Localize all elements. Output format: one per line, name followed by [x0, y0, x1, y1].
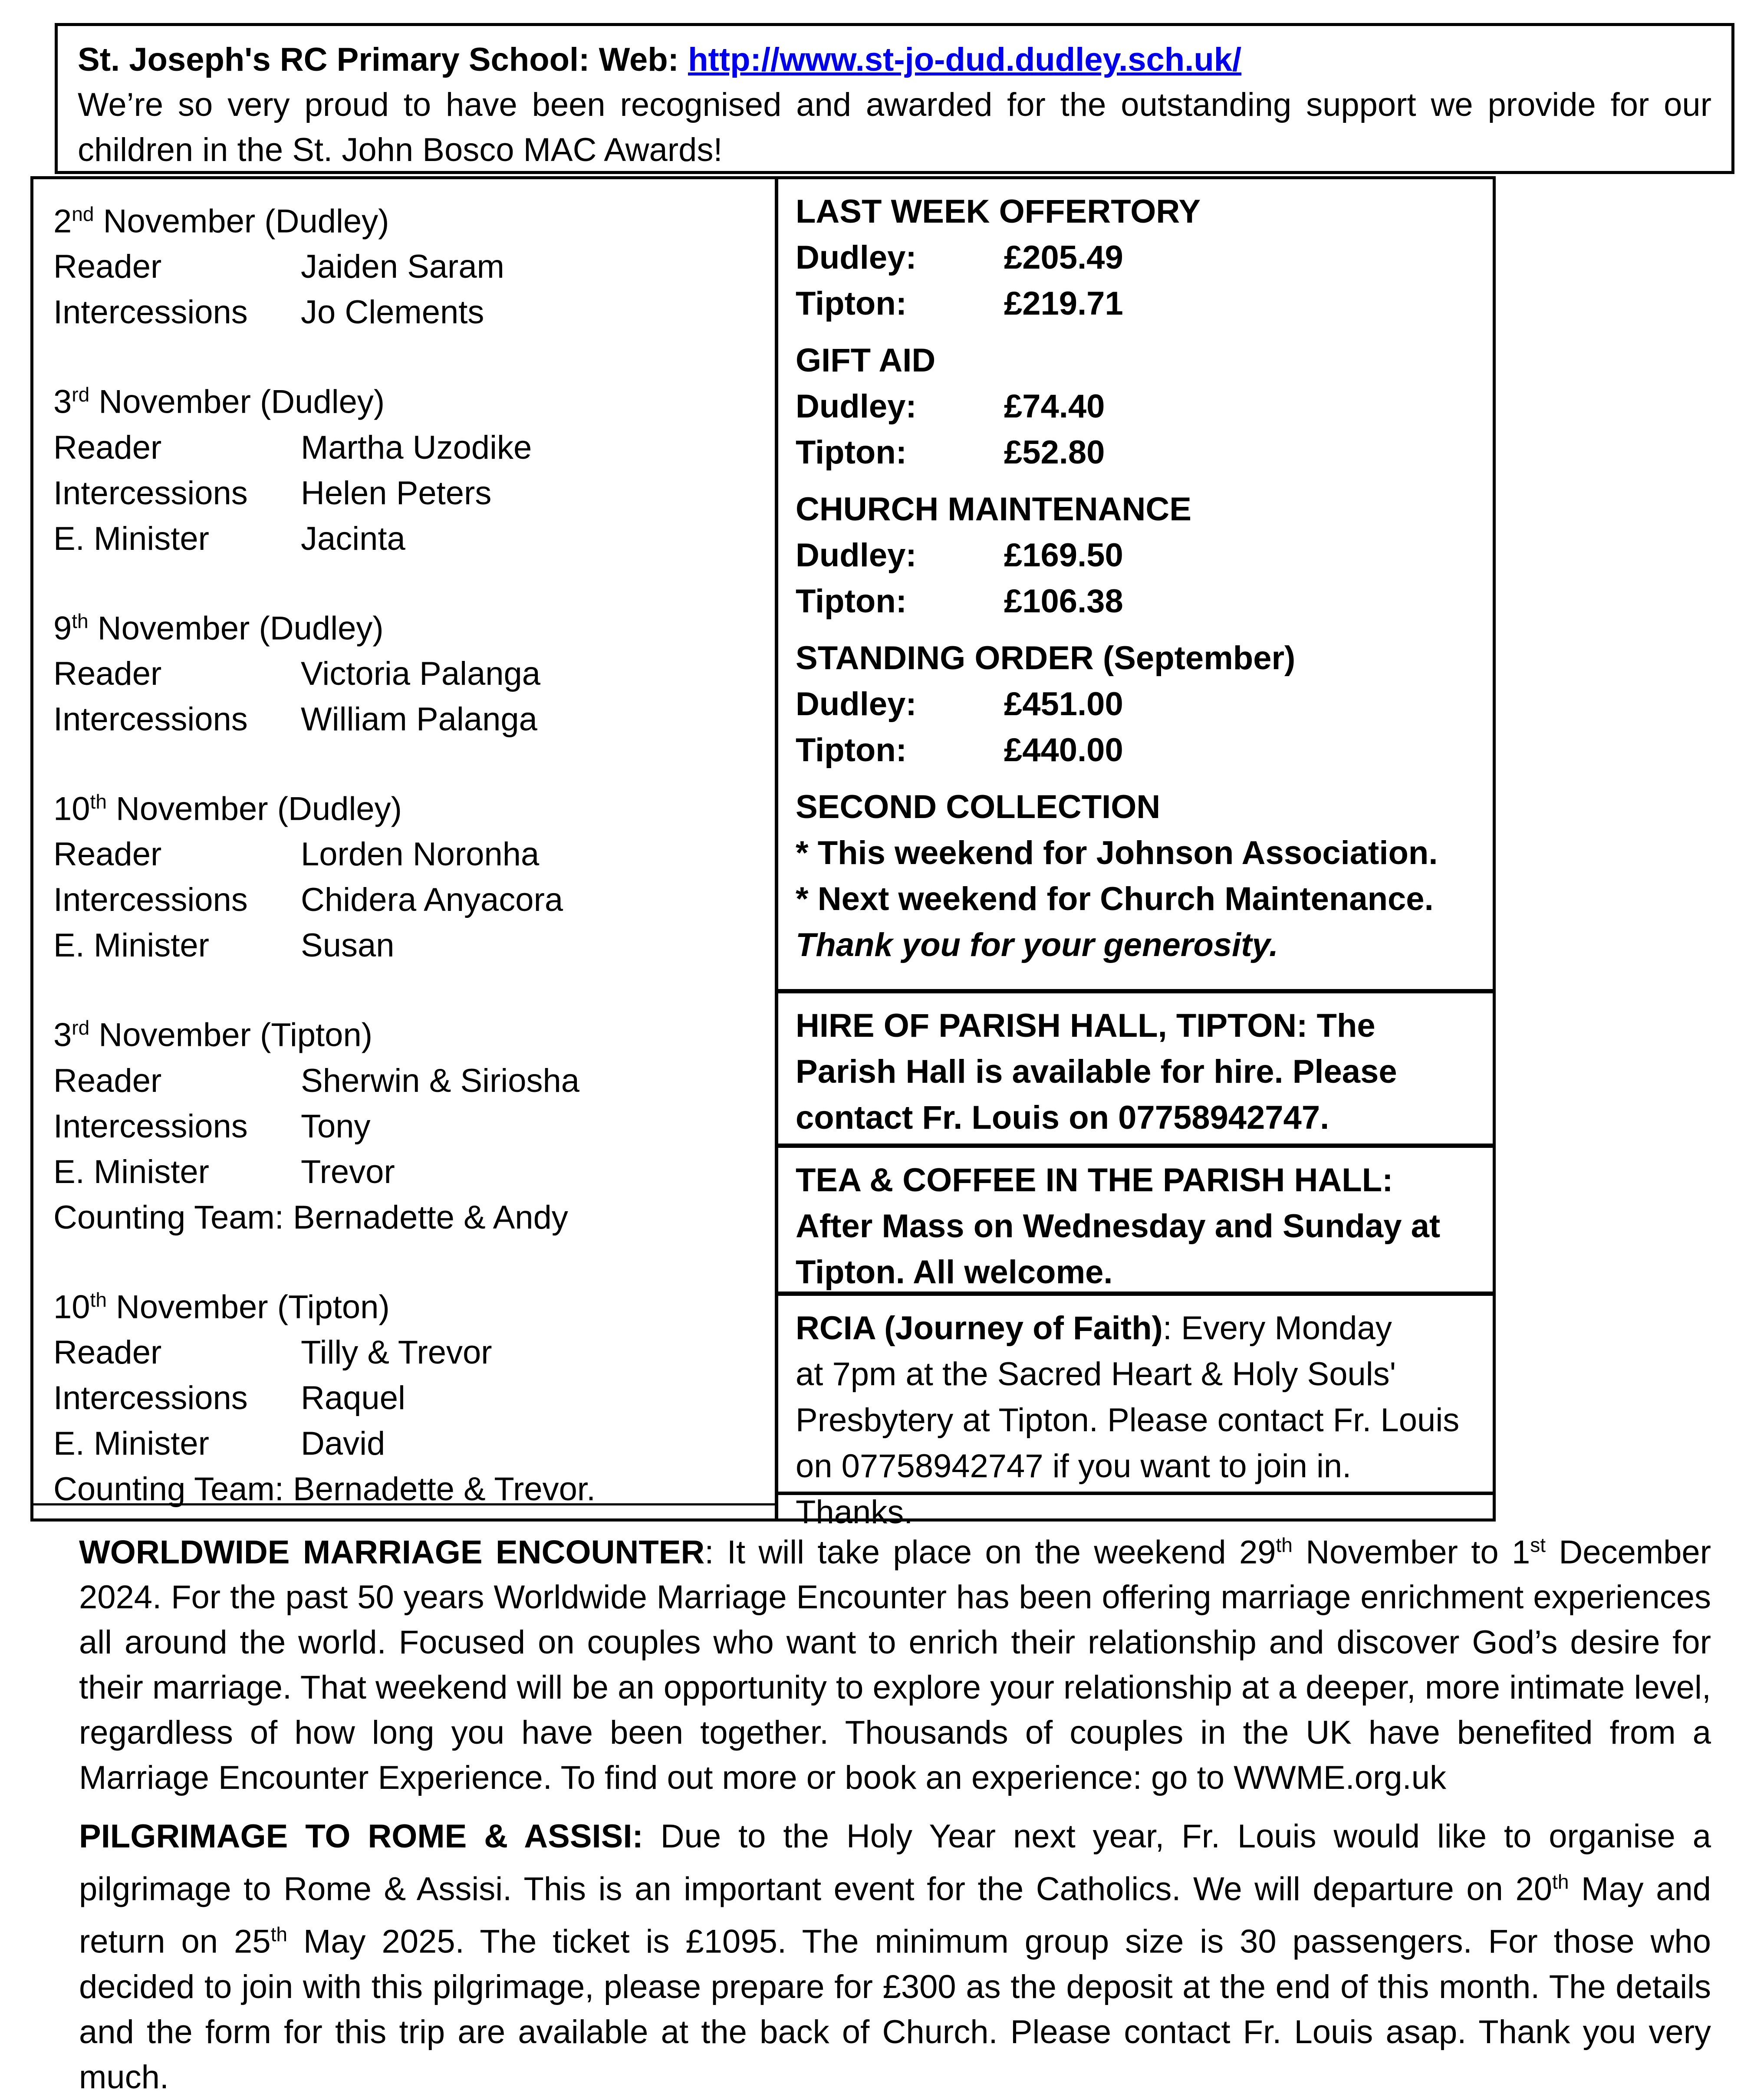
rota-role: Intercessions: [53, 1108, 248, 1145]
rota-group: [53, 779, 755, 968]
rota-row: [53, 877, 755, 923]
rota-person: Martha Uzodike: [301, 429, 532, 466]
tipton-amount: £440.00: [1004, 732, 1123, 769]
tipton-label: Tipton:: [796, 434, 907, 471]
rota-row: [53, 1149, 755, 1195]
dudley-label: Dudley:: [796, 239, 917, 276]
rota-role: Intercessions: [53, 1379, 248, 1416]
parish-hall-hire: [775, 990, 1496, 1147]
ministry-rota: [30, 176, 778, 1522]
dudley-amount: £451.00: [1004, 686, 1123, 723]
rota-row: [53, 1058, 755, 1104]
rota-group: [53, 1277, 755, 1512]
tipton-amount: £52.80: [1004, 434, 1105, 471]
box-divider: [775, 1493, 1496, 1522]
rota-list: [53, 191, 755, 1512]
rota-role: E. Minister: [53, 520, 209, 557]
school-description: We’re so very proud to have been recognised and awarded for the outstanding support we provide for our children in the St. John Bosco MAC Awards!: [78, 86, 1711, 168]
pilgrimage-text: Due to the Holy Year next year, Fr. Louis would like to organise a pilgrimage to Rome & Assisi. This is an important event for the Catholics. We will departure on 20: [79, 1818, 1711, 1908]
rota-row: [53, 244, 755, 289]
ordinal-suffix: st: [1530, 1534, 1546, 1556]
rcia-title: RCIA (Journey of Faith): [796, 1310, 1163, 1347]
pilgrimage-text: May and return on 25: [79, 1870, 1711, 1960]
tipton-label: Tipton:: [796, 583, 907, 620]
rota-role: Intercessions: [53, 474, 248, 512]
rota-row: [53, 1375, 755, 1421]
hall-line: HIRE OF PARISH HALL, TIPTON: The: [796, 1007, 1375, 1044]
tipton-label: Tipton:: [796, 285, 907, 322]
rota-person: David: [301, 1425, 385, 1462]
rota-date-heading: [53, 1005, 755, 1058]
rota-date-heading: [53, 1277, 755, 1330]
last-week-offertory: [796, 189, 1475, 327]
tea-line: Tipton. All welcome.: [796, 1254, 1113, 1291]
dudley-amount: £205.49: [1004, 239, 1123, 276]
hall-line: contact Fr. Louis on 07758942747.: [796, 1099, 1329, 1136]
rota-person: Tilly & Trevor: [301, 1334, 492, 1371]
rota-role: E. Minister: [53, 927, 209, 964]
school-website-link[interactable]: http://www.st-jo-dud.dudley.sch.uk/: [688, 41, 1242, 78]
marriage-title: WORLDWIDE MARRIAGE ENCOUNTER: [79, 1534, 705, 1571]
rota-date-heading: [53, 779, 755, 831]
dudley-label: Dudley:: [796, 686, 917, 723]
counting-team: Counting Team: Bernadette & Andy: [53, 1199, 568, 1236]
rota-row: [53, 425, 755, 470]
dudley-amount: £169.50: [1004, 537, 1123, 574]
school-notice: [55, 23, 1734, 174]
marriage-text: : It will take place on the weekend 29: [704, 1534, 1276, 1571]
ordinal-suffix: nd: [72, 203, 94, 225]
rota-group: [53, 372, 755, 561]
rota-date-text: November (Dudley): [88, 609, 384, 647]
gift-aid: [796, 338, 1475, 476]
rota-date-text: November (Dudley): [94, 203, 389, 240]
rota-role: Reader: [53, 655, 162, 692]
rota-role: Intercessions: [53, 294, 248, 331]
rota-role: Reader: [53, 1062, 162, 1099]
thanks-note: Thank you for your generosity.: [796, 927, 1279, 963]
rota-row: [53, 651, 755, 697]
rota-role: E. Minister: [53, 1153, 209, 1190]
offertory-box: [775, 176, 1496, 992]
rota-day: 10: [53, 790, 90, 828]
pilgrimage-text: May 2025. The ticket is £1095. The minimum group size is 30 passengers. For those who decided to join with this pilgrimage, please prepare for £300 as the deposit at the end of this month. The details and the form for this trip are available at the back of Church. Please contact Fr. Louis asap. Thank you very much.: [79, 1923, 1711, 2096]
rota-person: Susan: [301, 927, 395, 964]
section-title: STANDING ORDER (September): [796, 640, 1296, 677]
tea-coffee-notice: [775, 1145, 1496, 1295]
rota-date-heading: [53, 598, 755, 651]
dudley-amount: £74.40: [1004, 388, 1105, 425]
rota-role: E. Minister: [53, 1425, 209, 1462]
rota-day: 3: [53, 1016, 72, 1054]
rota-role: Reader: [53, 1334, 162, 1371]
rota-date-text: November (Dudley): [106, 790, 402, 828]
school-header: [78, 37, 1711, 82]
rota-date-text: November (Tipton): [106, 1288, 390, 1325]
rota-person: Helen Peters: [301, 474, 492, 512]
ordinal-suffix: th: [90, 1288, 107, 1311]
rota-day: 9: [53, 609, 72, 647]
rota-date-heading: [53, 191, 755, 244]
rota-group: [53, 191, 755, 335]
tipton-amount: £219.71: [1004, 285, 1123, 322]
rota-row: [53, 831, 755, 877]
marriage-encounter-notice: [79, 1522, 1711, 1801]
rota-row: [53, 1421, 755, 1466]
ordinal-suffix: th: [90, 790, 107, 813]
marriage-text: December 2024. For the past 50 years Worldwide Marriage Encounter has been offering marriage enrichment experiences all around the world. Focused on couples who want to enrich their relationship and discover God’s desire for their marriage. That weekend will be an opportunity to explore your relationship at a deeper, more intimate level, regardless of how long you have been together. Thousands of couples in the UK have benefited from a Marriage Encounter Experience. To find out more or book an experience: go to WWME.org.uk: [79, 1534, 1711, 1797]
tea-line: TEA & COFFEE IN THE PARISH HALL:: [796, 1162, 1393, 1199]
rcia-line: Presbytery at Tipton. Please contact Fr. Louis: [796, 1402, 1460, 1439]
rota-date-text: November (Dudley): [89, 383, 385, 421]
rota-row: [53, 516, 755, 562]
counting-team: Counting Team: Bernadette & Trevor.: [53, 1470, 596, 1508]
rota-person: William Palanga: [301, 700, 537, 738]
rota-row: [53, 289, 755, 335]
hall-line: Parish Hall is available for hire. Please: [796, 1053, 1397, 1090]
church-maintenance: [796, 486, 1475, 624]
rota-role: Intercessions: [53, 881, 248, 919]
second-collection-line: * This weekend for Johnson Association.: [796, 835, 1438, 871]
pilgrimage-notice: [79, 1814, 1711, 2100]
rota-role: Reader: [53, 836, 162, 873]
rota-day: 2: [53, 203, 72, 240]
rota-person: Jo Clements: [301, 294, 484, 331]
rcia-text: : Every Monday: [1162, 1310, 1392, 1347]
rcia-notice: [775, 1293, 1496, 1531]
school-label: St. Joseph's RC Primary School: Web:: [78, 41, 679, 78]
tipton-label: Tipton:: [796, 732, 907, 769]
standing-order: [796, 635, 1475, 773]
second-collection-line: * Next weekend for Church Maintenance.: [796, 881, 1434, 917]
section-title: CHURCH MAINTENANCE: [796, 491, 1191, 528]
rota-row: [53, 923, 755, 968]
ordinal-suffix: th: [270, 1923, 287, 1946]
rcia-line: [796, 1305, 1475, 1351]
rota-row: [53, 470, 755, 516]
rota-group: [53, 598, 755, 742]
ordinal-suffix: th: [72, 609, 89, 632]
rota-day: 3: [53, 383, 72, 421]
rota-person: Sherwin & Siriosha: [301, 1062, 580, 1099]
rota-person: Raquel: [301, 1379, 405, 1416]
dudley-label: Dudley:: [796, 388, 917, 425]
rota-date-heading: [53, 372, 755, 424]
rota-row: [53, 1104, 755, 1149]
ordinal-suffix: th: [1276, 1534, 1293, 1556]
second-collection: [796, 784, 1475, 968]
rota-person: Chidera Anyacora: [301, 881, 563, 919]
rcia-line: at 7pm at the Sacred Heart & Holy Souls': [796, 1356, 1396, 1393]
rota-person: Trevor: [301, 1153, 395, 1190]
rota-group: [53, 1005, 755, 1240]
tipton-amount: £106.38: [1004, 583, 1123, 620]
tea-line: After Mass on Wednesday and Sunday at: [796, 1208, 1441, 1245]
ordinal-suffix: th: [1552, 1870, 1569, 1893]
pilgrimage-title: PILGRIMAGE TO ROME & ASSISI:: [79, 1818, 643, 1855]
rota-date-text: November (Tipton): [89, 1016, 373, 1054]
rota-day: 10: [53, 1288, 90, 1325]
rcia-line: on 07758942747 if you want to join in. Thanks.: [796, 1448, 1352, 1531]
rota-row: [53, 1330, 755, 1375]
rota-person: Lorden Noronha: [301, 836, 540, 873]
section-title: SECOND COLLECTION: [796, 789, 1161, 825]
ordinal-suffix: rd: [72, 383, 90, 406]
rota-role: Reader: [53, 248, 162, 286]
dudley-label: Dudley:: [796, 537, 917, 574]
rota-person: Jacinta: [301, 520, 405, 557]
rota-role: Reader: [53, 429, 162, 466]
section-title: GIFT AID: [796, 342, 936, 379]
rota-row: [53, 697, 755, 742]
marriage-text: November to 1: [1292, 1534, 1530, 1571]
rota-person: Victoria Palanga: [301, 655, 541, 692]
rota-bottom-rule: [33, 1503, 775, 1505]
ordinal-suffix: rd: [72, 1016, 90, 1039]
rota-role: Intercessions: [53, 700, 248, 738]
rota-person: Jaiden Saram: [301, 248, 504, 286]
section-title: LAST WEEK OFFERTORY: [796, 193, 1201, 230]
rota-person: Tony: [301, 1108, 371, 1145]
